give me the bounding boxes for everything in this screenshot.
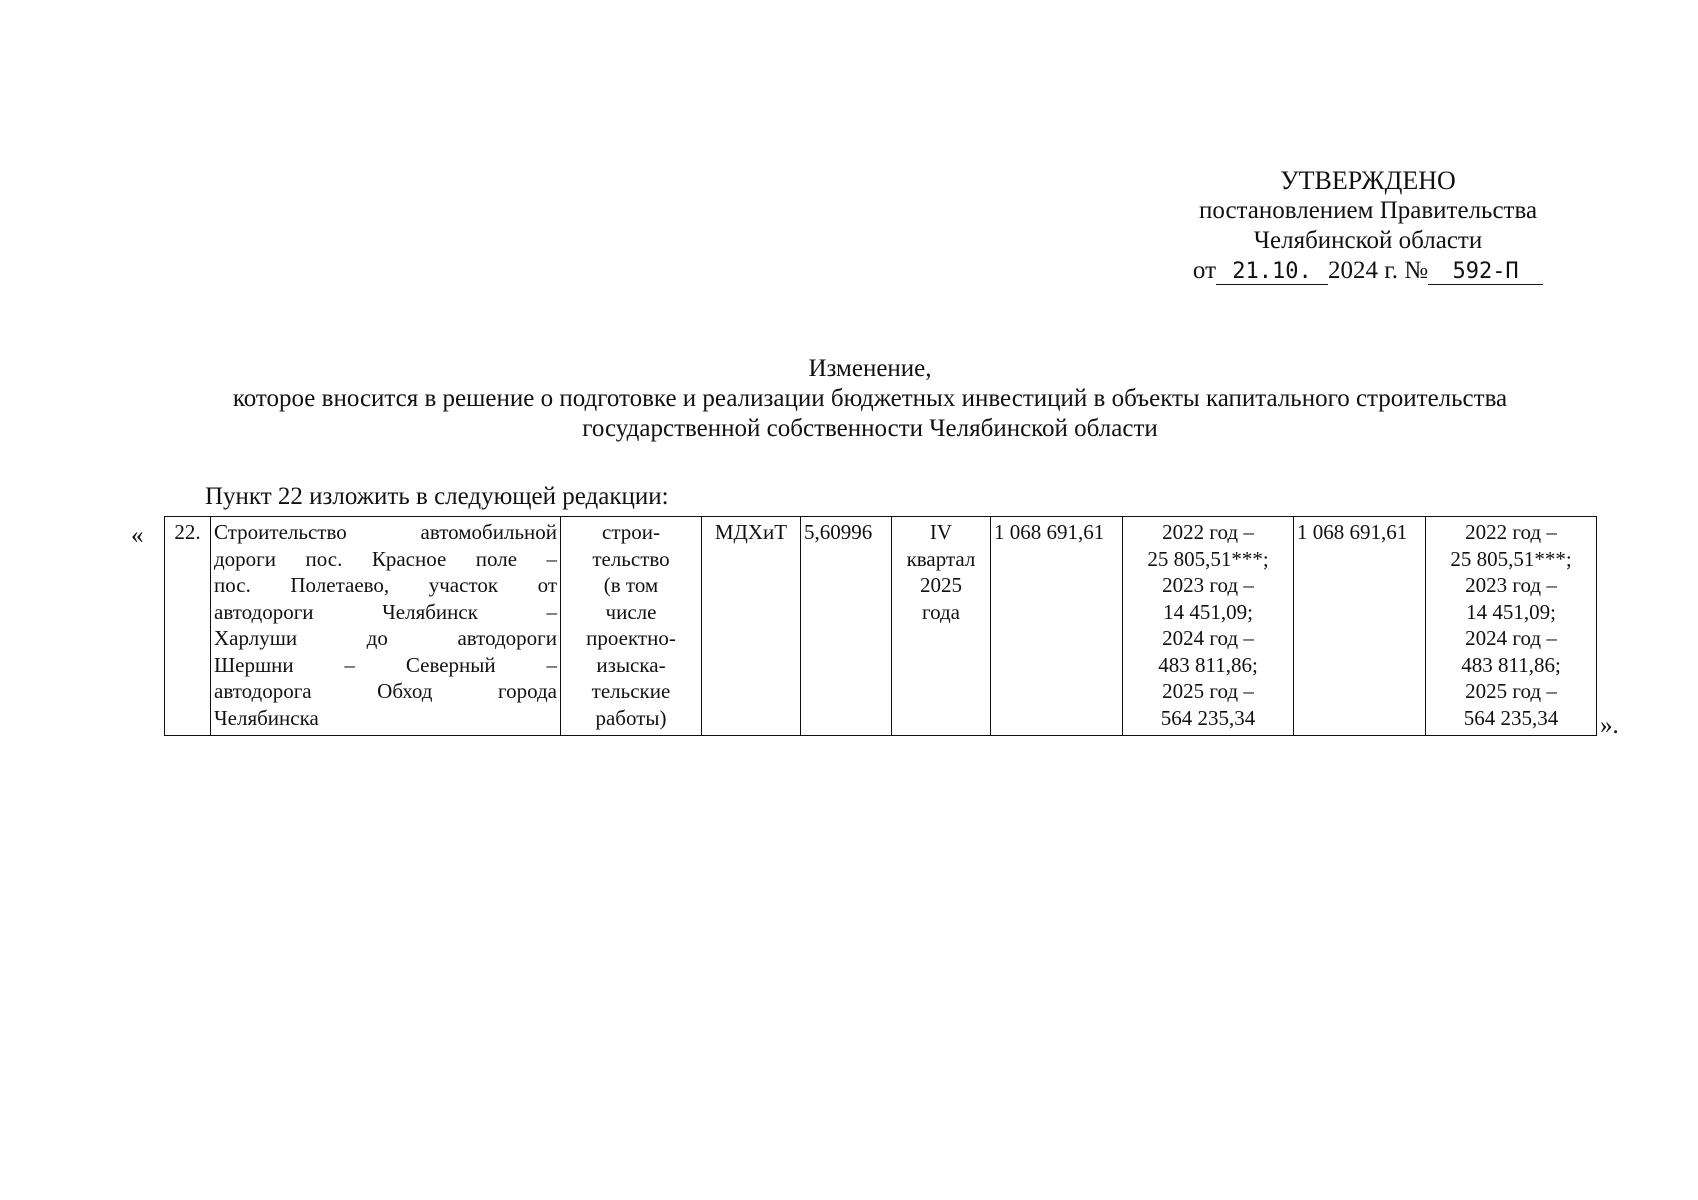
object-name-line: автодорога Обход города: [214, 679, 557, 703]
completion-term-line: квартал: [906, 546, 976, 571]
document-heading: [130, 354, 1610, 444]
approval-title: УТВЕРЖДЕНО: [1280, 166, 1456, 195]
date-value: 21.10.: [1216, 260, 1328, 285]
financing-line: 2024 год –: [1162, 626, 1254, 650]
budget-financing-line: 2025 год –: [1465, 679, 1557, 703]
opening-quote: «: [131, 522, 144, 549]
object-name-line: дороги пос. Красное поле –: [214, 546, 557, 571]
budget-financing-line: 2024 год –: [1465, 626, 1557, 650]
object-name-line: пос. Полетаево, участок от: [214, 573, 557, 597]
budget-financing-line: 483 811,86;: [1461, 652, 1561, 677]
capacity: 5,60996: [801, 517, 892, 736]
work-type-line: проектно-: [586, 626, 676, 650]
budget-financing-line: 25 805,51***;: [1450, 546, 1572, 571]
item-table: [164, 516, 1597, 736]
financing-line: 14 451,09;: [1163, 599, 1253, 624]
object-name: [211, 517, 561, 736]
object-name-line: автодороги Челябинск –: [214, 599, 557, 624]
budget-financing-by-year: [1426, 517, 1597, 736]
work-type-line: работы): [595, 705, 667, 730]
completion-term-line: IV: [929, 520, 953, 544]
financing-line: 483 811,86;: [1158, 652, 1258, 677]
table-row: [165, 517, 1597, 736]
approval-line-2: Челябинской области: [1253, 227, 1483, 254]
object-name-line: Строительство автомобильной: [214, 520, 557, 544]
intro-text: Пункт 22 изложить в следующей редакции:: [205, 483, 669, 510]
completion-term-line: года: [922, 599, 960, 624]
date-prefix: от: [1192, 257, 1217, 284]
approval-stamp: [1168, 166, 1568, 286]
approval-date-line: [1168, 256, 1568, 286]
heading-line-3: государственной собственности Челябинской области: [582, 415, 1158, 442]
work-type-line: тельские: [591, 679, 671, 703]
work-type-line: изыска-: [596, 652, 666, 677]
object-name-line: Челябинска: [214, 705, 319, 730]
financing-line: 25 805,51***;: [1147, 546, 1269, 571]
budget-financing-line: 14 451,09;: [1466, 599, 1556, 624]
customer: МДХиТ: [702, 517, 801, 736]
work-type-line: числе: [605, 599, 657, 624]
work-type-line: строи-: [602, 520, 660, 544]
object-name-line: Харлуши до автодороги: [214, 626, 557, 650]
budget-financing-line: 2022 год –: [1465, 520, 1557, 544]
financing-line: 2023 год –: [1162, 573, 1254, 597]
work-type-line: тельство: [592, 546, 670, 571]
budget-cost: 1 068 691,61: [1294, 517, 1426, 736]
document-number: 592-П: [1428, 260, 1543, 285]
year-text: 2024 г. №: [1328, 257, 1429, 284]
heading-line-2: которое вносится в решение о подготовке и реализации бюджетных инвестиций в объекты капитального строительства: [232, 385, 1508, 412]
approval-line-1: постановлением Правительства: [1198, 197, 1538, 224]
estimated-cost: 1 068 691,61: [991, 517, 1123, 736]
financing-by-year: [1123, 517, 1294, 736]
row-number: 22.: [165, 517, 211, 736]
closing-quote: ».: [1600, 712, 1619, 739]
budget-financing-line: 2023 год –: [1465, 573, 1557, 597]
budget-financing-line: 564 235,34: [1463, 705, 1559, 730]
financing-line: 2025 год –: [1162, 679, 1254, 703]
financing-line: 564 235,34: [1160, 705, 1256, 730]
completion-term: [892, 517, 991, 736]
work-type: [561, 517, 702, 736]
heading-title: Изменение,: [808, 355, 932, 382]
completion-term-line: 2025: [920, 573, 962, 597]
financing-line: 2022 год –: [1162, 520, 1254, 544]
object-name-line: Шершни – Северный –: [214, 652, 557, 677]
work-type-line: (в том: [603, 573, 659, 597]
